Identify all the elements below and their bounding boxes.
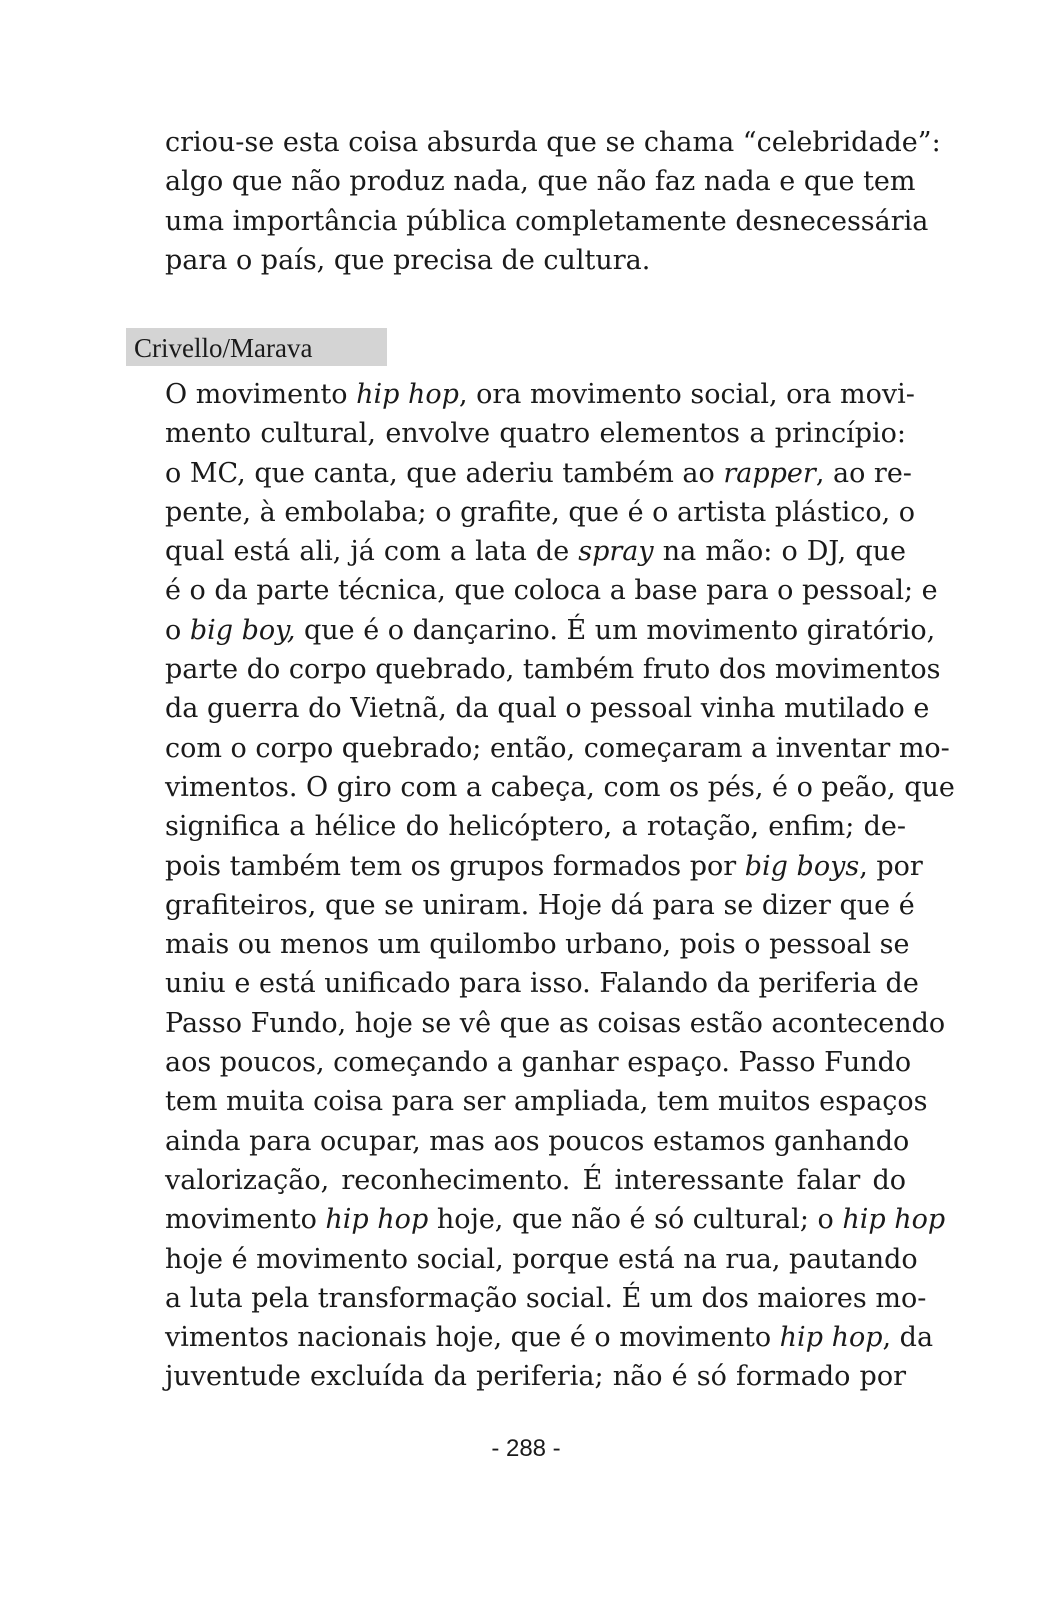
paragraph-line — [165, 571, 938, 610]
paragraph-line — [165, 1318, 934, 1357]
text-run: qual está ali, já com a lata de — [165, 536, 579, 568]
paragraph-line — [165, 1357, 906, 1396]
paragraph-line — [165, 1122, 910, 1161]
text-run: da guerra do Vietnã, da qual o pessoal vinha mutilado e — [165, 693, 930, 725]
italic-term: spray — [578, 536, 654, 568]
paragraph-line: para o país, que precisa de cultura. — [165, 244, 651, 276]
page-number: - 288 - — [491, 1435, 561, 1462]
text-run: Passo Fundo, hoje se vê que as coisas estão acontecendo — [165, 1007, 946, 1039]
text-run: uniu e está unificado para isso. Falando da periferia de — [165, 968, 919, 1000]
text-run: movimento — [165, 1204, 326, 1236]
paragraph-line — [165, 768, 955, 807]
text-run: grafiteiros, que se uniram. Hoje dá para se dizer que é — [165, 889, 915, 921]
intro-paragraph — [165, 123, 941, 280]
paragraph-line: algo que não produz nada, que não faz nada e que tem — [165, 166, 916, 198]
paragraph-line: criou-se esta coisa absurda que se chama “celebridade”: — [165, 127, 941, 158]
text-run: hoje, que não é só cultural; o — [428, 1204, 843, 1236]
text-run: O movimento — [165, 379, 357, 410]
text-run: vimentos nacionais hoje, que é o movimento — [165, 1322, 780, 1354]
paragraph-line — [165, 375, 915, 414]
paragraph-line — [165, 1279, 927, 1318]
text-run: mento cultural, envolve quatro elementos a princípio: — [165, 418, 906, 450]
text-run: tem muita coisa para ser ampliada, tem muitos espaços — [165, 1086, 928, 1118]
text-run: que é o dançarino. É um movimento giratório, — [295, 614, 936, 646]
text-run: juventude excluída da periferia; não é só formado por — [165, 1361, 906, 1393]
text-run: , ao re- — [815, 457, 912, 489]
text-run: com o corpo quebrado; então, começaram a inventar mo- — [165, 732, 950, 764]
paragraph-line — [165, 414, 906, 453]
text-run: pente, à embolaba; o grafite, que é o artista plástico, o — [165, 496, 916, 528]
text-run: , da — [882, 1322, 934, 1354]
paragraph-line — [165, 611, 936, 650]
text-run: hoje é movimento social, porque está na rua, pautando — [165, 1243, 918, 1275]
paragraph-line — [165, 1004, 946, 1043]
paragraph-line — [165, 650, 941, 689]
italic-term: hip hop — [325, 1204, 429, 1236]
paragraph-line — [165, 1161, 906, 1200]
paragraph-line — [165, 925, 910, 964]
paragraph-line — [165, 1043, 912, 1082]
paragraph-line — [165, 532, 906, 571]
italic-term: hip hop — [356, 379, 459, 410]
paragraph-line — [165, 964, 919, 1003]
text-run: o MC, que canta, que aderiu também ao — [165, 457, 724, 489]
text-run: a luta pela transformação social. É um dos maiores mo- — [165, 1282, 927, 1314]
text-run: é o da parte técnica, que coloca a base para o pessoal; e — [165, 575, 938, 607]
main-paragraph — [165, 375, 955, 1397]
text-run: significa a hélice do helicóptero, a rotação, enfim; de- — [165, 811, 906, 843]
text-run: pois também tem os grupos formados por — [165, 850, 745, 882]
italic-term: big boys — [744, 850, 860, 882]
text-run: parte do corpo quebrado, também fruto dos movimentos — [165, 654, 941, 686]
text-run: valorização, reconhecimento. É interessante falar do — [165, 1164, 906, 1196]
italic-term: hip hop — [842, 1204, 946, 1236]
paragraph-line — [165, 1240, 918, 1279]
paragraph-line — [165, 807, 906, 846]
italic-term: hip hop — [779, 1322, 883, 1354]
text-run: vimentos. O giro com a cabeça, com os pés, é o peão, que — [165, 771, 955, 803]
paragraph-line — [165, 886, 915, 925]
text-run: o — [165, 614, 190, 646]
paragraph-line — [165, 689, 930, 728]
text-run: ainda para ocupar, mas aos poucos estamos ganhando — [165, 1125, 910, 1157]
paragraph-line — [165, 1082, 928, 1121]
paragraph-line: uma importância pública completamente desnecessária — [165, 205, 929, 237]
paragraph-line — [165, 729, 950, 768]
text-run: , ora movimento social, ora movi- — [458, 379, 915, 410]
speaker-label: Crivello/Marava — [126, 328, 387, 366]
text-run: , por — [859, 850, 923, 882]
italic-term: rapper — [723, 457, 816, 489]
text-run: aos poucos, começando a ganhar espaço. Passo Fundo — [165, 1047, 912, 1079]
text-run: mais ou menos um quilombo urbano, pois o pessoal se — [165, 929, 910, 961]
paragraph-line — [165, 1200, 946, 1239]
paragraph-line — [165, 454, 912, 493]
paragraph-line — [165, 493, 916, 532]
text-run: na mão: o DJ, que — [653, 536, 906, 568]
paragraph-line — [165, 847, 923, 886]
italic-term: big boy, — [189, 614, 296, 646]
